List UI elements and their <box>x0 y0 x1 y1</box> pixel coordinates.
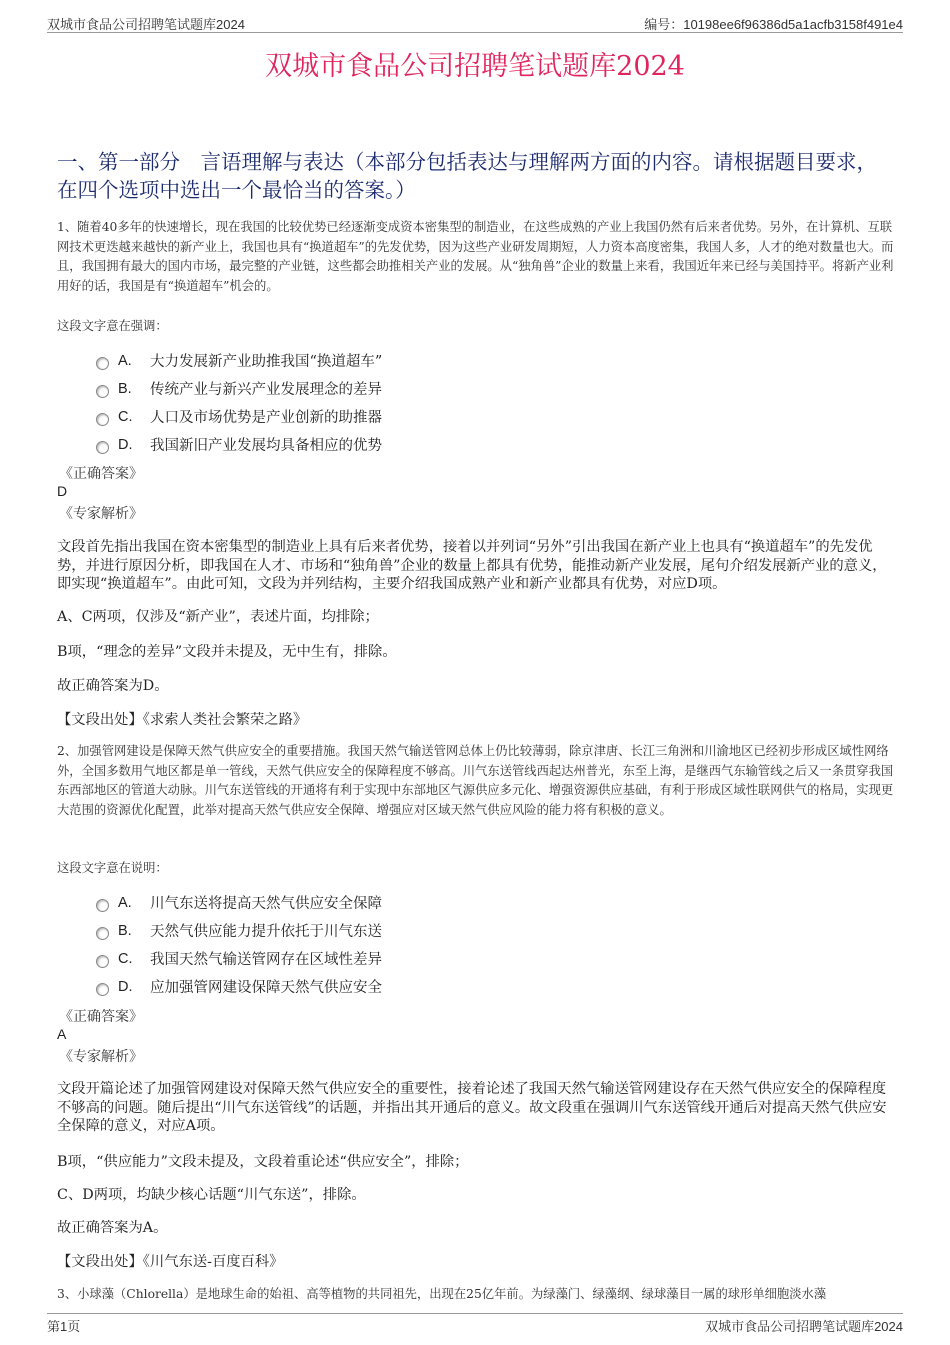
option-letter: A. <box>118 894 132 911</box>
q2-option-b[interactable] <box>96 920 382 941</box>
q1-option-b[interactable] <box>96 378 382 399</box>
q1-source: 【文段出处】《求索人类社会繁荣之路》 <box>57 712 308 728</box>
q2-conclusion: 故正确答案为A。 <box>57 1220 168 1236</box>
q1-analysis-label: 《专家解析》 <box>59 506 143 522</box>
header-doc-id: 编号：10198ee6f96386d5a1acfb3158f491e4 <box>644 17 903 32</box>
radio-icon[interactable] <box>96 385 109 398</box>
document-title: 双城市食品公司招聘笔试题库2024 <box>265 51 685 82</box>
q2-analysis-line-1: B项，“供应能力”文段未提及，文段着重论述“供应安全”，排除； <box>57 1154 469 1170</box>
option-text: 大力发展新产业助推我国“换道超车” <box>150 354 383 370</box>
q1-analysis-line-1: A、C两项，仅涉及“新产业”，表述片面，均排除； <box>57 609 379 625</box>
option-text: 川气东送将提高天然气供应安全保障 <box>150 896 382 912</box>
page-number: 第1页 <box>47 1319 81 1334</box>
q2-option-a[interactable] <box>96 892 382 913</box>
question-1-passage: 1、随着40多年的快速增长，现在我国的比较优势已经逐渐变成资本密集型的制造业，在这些成熟的产业上我国仍然有后来者优势。另外，在计算机、互联网技术更迭越来越快的新产业上，我国也具有“换道超车”的先发优势，因为这些产业研发周期短，人力资本高度密集，我国人多，人才的绝对数量也大。而且，我国拥有最大的国内市场，最完整的产业链，这些都会助推相关产业的发展。从“独角兽”企业的数量上来看，我国近年来已经与美国持平。将新产业利用好的话，我国是有“换道超车”机会的。 <box>57 220 894 293</box>
q2-analysis-line-2: C、D两项，均缺少核心话题“川气东送”，排除。 <box>57 1187 366 1203</box>
q2-option-d[interactable] <box>96 976 382 997</box>
option-text: 传统产业与新兴产业发展理念的差异 <box>150 382 382 398</box>
header-doc-name: 双城市食品公司招聘笔试题库2024 <box>47 17 245 32</box>
question-1-prompt: 这段文字意在强调： <box>57 319 168 333</box>
option-letter: B. <box>118 922 132 939</box>
option-letter: A. <box>118 352 132 369</box>
option-text: 我国天然气输送管网存在区域性差异 <box>150 952 382 968</box>
radio-icon[interactable] <box>96 955 109 968</box>
radio-icon[interactable] <box>96 927 109 940</box>
q1-option-d[interactable] <box>96 434 382 455</box>
question-3-passage: 3、小球藻（Chlorella）是地球生命的始祖、高等植物的共同祖先，出现在25亿年前。为绿藻门、绿藻纲、绿球藻目一属的球形单细胞淡水藻 <box>57 1287 827 1301</box>
option-text: 我国新旧产业发展均具备相应的优势 <box>150 438 382 454</box>
radio-icon[interactable] <box>96 899 109 912</box>
q2-analysis: 文段开篇论述了加强管网建设对保障天然气供应安全的重要性，接着论述了我国天然气输送管网建设存在天然气供应安全的保障程度不够高的问题。随后提出“川气东送管线”的话题，并指出其开通后的意义。故文段重在强调川气东送管线开通后对提高天然气供应安全保障的意义，对应A项。 <box>57 1081 887 1134</box>
question-2-passage: 2、加强管网建设是保障天然气供应安全的重要措施。我国天然气输送管网总体上仍比较薄弱，除京津唐、长江三角洲和川渝地区已经初步形成区域性网络外，全国多数用气地区都是单一管线，天然气供应安全的保障程度不够高。川气东送管线西起达州普光，东至上海，是继西气东输管线之后又一条贯穿我国东西部地区的管道大动脉。川气东送管线的开通将有利于实现中东部地区气源供应多元化、增强资源供应基础，有利于形成区域性联网供气的格局，实现更大范围的资源优化配置，此举对提高天然气供应安全保障、增强应对区域天然气供应风险的能力将有积极的意义。 <box>57 744 894 817</box>
q1-option-c[interactable] <box>96 406 382 427</box>
radio-icon[interactable] <box>96 413 109 426</box>
option-letter: D. <box>118 436 133 453</box>
question-2-prompt: 这段文字意在说明： <box>57 861 168 875</box>
q1-option-a[interactable] <box>96 350 382 371</box>
option-text: 天然气供应能力提升依托于川气东送 <box>150 924 382 940</box>
q2-source: 【文段出处】《川气东送-百度百科》 <box>57 1254 284 1270</box>
q2-option-c[interactable] <box>96 948 382 969</box>
q1-answer: D <box>57 483 68 499</box>
q2-analysis-label: 《专家解析》 <box>59 1049 143 1065</box>
q2-answer-label: 《正确答案》 <box>59 1009 143 1025</box>
page-header <box>47 14 903 33</box>
option-letter: C. <box>118 950 133 967</box>
q1-answer-label: 《正确答案》 <box>59 466 143 482</box>
page-footer <box>47 1313 903 1334</box>
q2-answer: A <box>57 1026 67 1042</box>
q1-analysis-line-2: B项，“理念的差异”文段并未提及，无中生有，排除。 <box>57 644 397 660</box>
radio-icon[interactable] <box>96 983 109 996</box>
option-letter: B. <box>118 380 132 397</box>
q1-conclusion: 故正确答案为D。 <box>57 678 169 694</box>
q1-analysis: 文段首先指出我国在资本密集型的制造业上具有后来者优势，接着以并列词“另外”引出我国在新产业上也具有“换道超车”的先发优势，并进行原因分析，即我国在人才、市场和“独角兽”企业的数量上都具有优势，能推动新产业发展，尾句介绍发展新产业的意义，即实现“换道超车”。由此可知，文段为并列结构，主要介绍我国成熟产业和新产业都具有优势，对应D项。 <box>57 539 887 592</box>
radio-icon[interactable] <box>96 441 109 454</box>
section-heading: 一、第一部分 言语理解与表达（本部分包括表达与理解两方面的内容。请根据题目要求，在四个选项中选出一个最恰当的答案。） <box>57 150 877 202</box>
footer-doc-name: 双城市食品公司招聘笔试题库2024 <box>705 1319 903 1334</box>
option-letter: D. <box>118 978 133 995</box>
option-text: 人口及市场优势是产业创新的助推器 <box>150 410 382 426</box>
option-letter: C. <box>118 408 133 425</box>
option-text: 应加强管网建设保障天然气供应安全 <box>150 980 382 996</box>
radio-icon[interactable] <box>96 357 109 370</box>
